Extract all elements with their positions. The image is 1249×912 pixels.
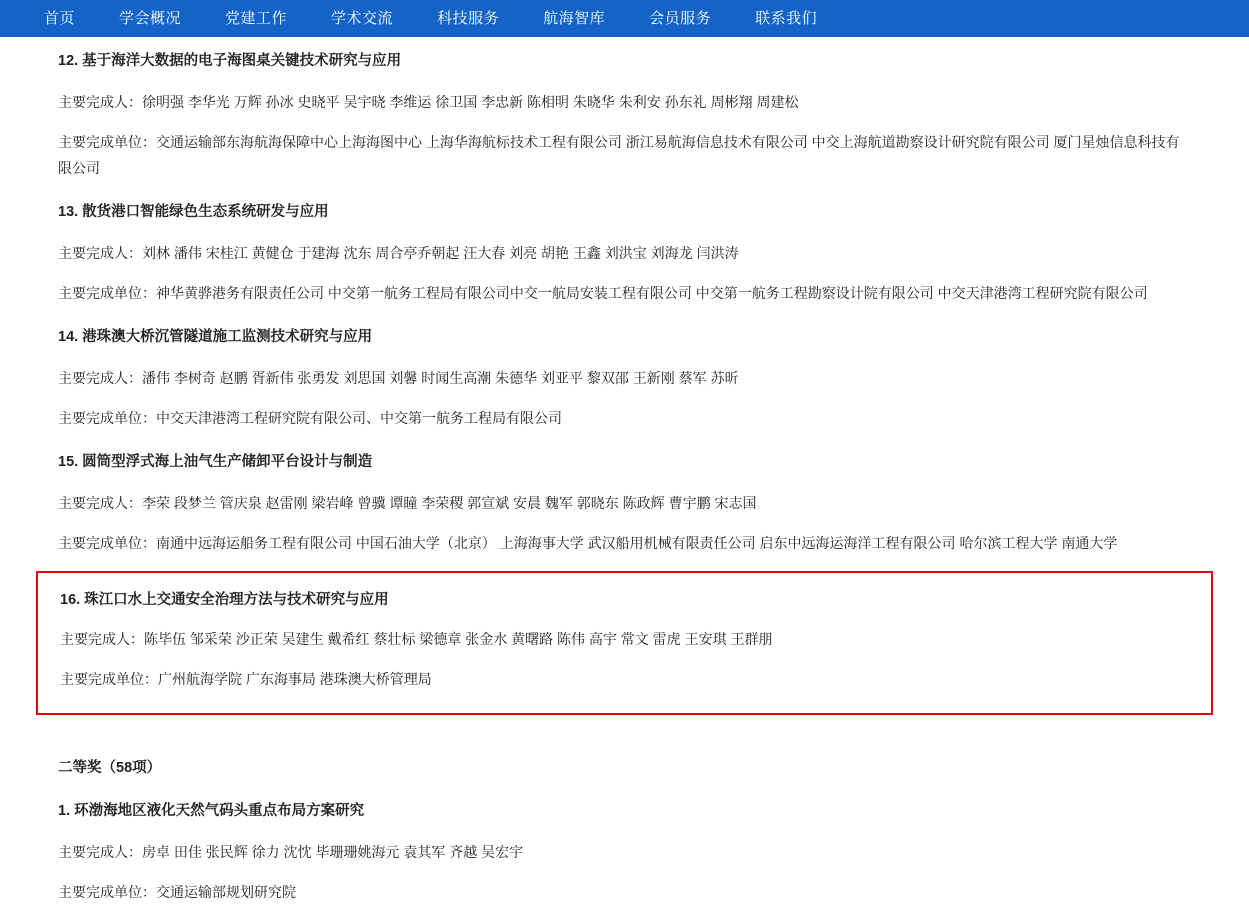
main-navigation-bar xyxy=(0,0,1249,37)
award-entry-people: 主要完成人：刘林 潘伟 宋桂江 黄健仓 于建海 沈东 周合亭乔朝起 汪大春 刘亮 胡艳 王鑫 刘洪宝 刘海龙 闫洪涛 xyxy=(58,245,739,261)
nav-item-academic[interactable]: 学术交流 xyxy=(331,10,394,27)
nav-item-party[interactable]: 党建工作 xyxy=(225,10,288,27)
award-entry-units: 主要完成单位：交通运输部规划研究院 xyxy=(58,884,296,900)
award-entry-title: 1. 环渤海地区液化天然气码头重点布局方案研究 xyxy=(58,803,365,819)
second-prize-heading: 二等奖（58项） xyxy=(58,760,162,776)
award-entry-title: 13. 散货港口智能绿色生态系统研发与应用 xyxy=(58,204,329,220)
award-entry-people: 主要完成人：房卓 田佳 张民辉 徐力 沈忱 毕珊珊姚海元 袁其军 齐越 吴宏宇 xyxy=(58,844,524,860)
award-entry xyxy=(0,313,1249,438)
award-entry-title: 15. 圆筒型浮式海上油气生产储卸平台设计与制造 xyxy=(58,454,373,470)
award-entry-people: 主要完成人：潘伟 李树奇 赵鹏 胥新伟 张勇发 刘思国 刘馨 时闻生高潮 朱德华 刘亚平 黎双邵 王新刚 蔡军 苏昕 xyxy=(58,370,739,386)
award-entry-units: 主要完成单位：中交天津港湾工程研究院有限公司、中交第一航务工程局有限公司 xyxy=(58,410,562,426)
award-entry-title: 14. 港珠澳大桥沉管隧道施工监测技术研究与应用 xyxy=(58,329,373,345)
award-entry xyxy=(0,438,1249,563)
award-list-content xyxy=(0,37,1249,912)
award-entry-people: 主要完成人：徐明强 李华光 万辉 孙冰 史晓平 吴宇晓 李维运 徐卫国 李忠新 陈相明 朱晓华 朱利安 孙东礼 周彬翔 周建松 xyxy=(58,94,799,110)
nav-item-home[interactable]: 首页 xyxy=(44,10,76,27)
award-entry-units: 主要完成单位：神华黄骅港务有限责任公司 中交第一航务工程局有限公司中交一航局安装工程有限公司 中交第一航务工程勘察设计院有限公司 中交天津港湾工程研究院有限公司 xyxy=(58,285,1148,301)
section-spacer xyxy=(0,715,1249,737)
nav-item-about[interactable]: 学会概况 xyxy=(119,10,182,27)
second-prize-section xyxy=(0,737,1249,912)
award-entry-title: 12. 基于海洋大数据的电子海图桌关键技术研究与应用 xyxy=(58,53,402,69)
nav-item-think-tank[interactable]: 航海智库 xyxy=(543,10,606,27)
award-entry xyxy=(0,37,1249,188)
award-entry-units: 主要完成单位：交通运输部东海航海保障中心上海海图中心 上海华海航标技术工程有限公司 浙江易航海信息技术有限公司 中交上海航道勘察设计研究院有限公司 厦门星烛信息科技有限公司 xyxy=(58,134,1180,176)
highlighted-award-entry xyxy=(36,571,1213,715)
award-entry-units: 主要完成单位：广州航海学院 广东海事局 港珠澳大桥管理局 xyxy=(60,671,432,687)
nav-item-tech-service[interactable]: 科技服务 xyxy=(437,10,500,27)
award-entry xyxy=(0,188,1249,313)
award-entry-people: 主要完成人：李荣 段梦兰 管庆泉 赵雷刚 梁岩峰 曾骥 谭瞳 李荣稷 郭宣斌 安晨 魏军 郭晓东 陈政辉 曹宇鹏 宋志国 xyxy=(58,495,757,511)
nav-item-member-service[interactable]: 会员服务 xyxy=(649,10,712,27)
award-entry-people: 主要完成人：陈毕伍 邹采荣 沙正荣 吴建生 戴希红 蔡壮标 梁德章 张金水 黄曙路 陈伟 高宇 常文 雷虎 王安琪 王群朋 xyxy=(60,631,773,647)
award-entry-title: 16. 珠江口水上交通安全治理方法与技术研究与应用 xyxy=(60,592,389,608)
award-entry-units: 主要完成单位：南通中远海运船务工程有限公司 中国石油大学（北京） 上海海事大学 武汉船用机械有限责任公司 启东中远海运海洋工程有限公司 哈尔滨工程大学 南通大学 xyxy=(58,535,1118,551)
nav-item-contact[interactable]: 联系我们 xyxy=(755,10,818,27)
